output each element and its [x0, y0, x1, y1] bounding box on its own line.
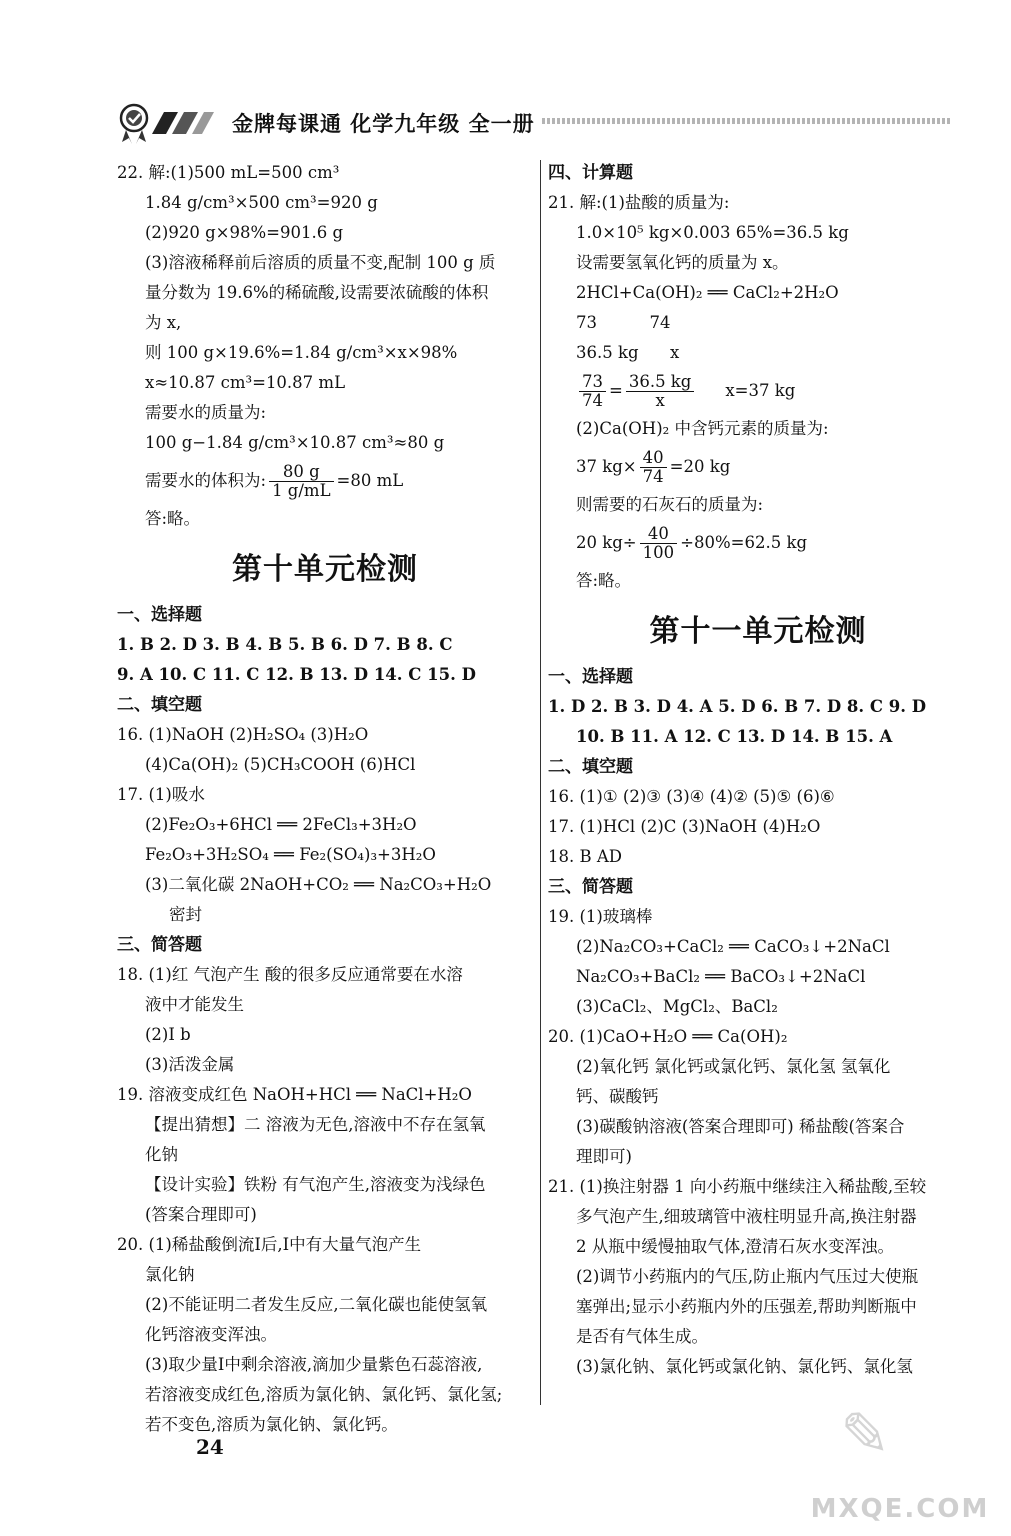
answer-line: x≈10.87 cm³=10.87 mL [145, 373, 346, 392]
fraction: $\frac{80 g}{1 g/mL}$ [269, 463, 333, 500]
answer-line: 18. B AD [548, 847, 623, 866]
answer-line: (4)Ca(OH)₂ (5)CH₃COOH (6)HCl [145, 755, 416, 774]
answer-line: (2)Na₂CO₃+CaCl₂ ══ CaCO₃↓+2NaCl [576, 937, 890, 956]
choice-answers: 9. A 10. C 11. C 12. B 13. D 14. C 15. D [117, 665, 476, 684]
answer-line: 1.84 g/cm³×500 cm³=920 g [145, 193, 378, 212]
answer-line: 21. 解:(1)盐酸的质量为: [548, 193, 730, 212]
answer-line: 21. (1)换注射器 1 向小药瓶中继续注入稀盐酸,至较 [548, 1177, 927, 1196]
answer-line: 则 100 g×19.6%=1.84 g/cm³×x×98% [145, 343, 458, 362]
answer-line: 2 从瓶中缓慢抽取气体,澄清石灰水变浑浊。 [576, 1237, 894, 1256]
watermark [800, 1400, 1000, 1530]
answer-line: 密封 [169, 905, 202, 924]
left-column [117, 158, 533, 1440]
answer-line: (答案合理即可) [145, 1205, 257, 1224]
answer-line: 钙、碳酸钙 [576, 1087, 659, 1106]
answer-line: 19. 溶液变成红色 NaOH+HCl ══ NaCl+H₂O [117, 1085, 472, 1104]
answer-line: 16. (1)① (2)③ (3)④ (4)② (5)⑤ (6)⑥ [548, 787, 835, 806]
answer-line: 73 74 [576, 313, 671, 332]
page-header [112, 100, 952, 144]
answer-line: (3)溶液稀释前后溶质的质量不变,配制 100 g 质 [145, 253, 496, 272]
fraction: $\frac{40}{74}$ [640, 449, 667, 486]
unit10-title: 第十单元检测 [232, 552, 418, 587]
answer-line: 答:略。 [145, 509, 201, 528]
section-heading: 一、选择题 [117, 605, 202, 625]
choice-answers: 1. D 2. B 3. D 4. A 5. D 6. B 7. D 8. C 9. D [548, 697, 927, 716]
answer-line: (2)Ⅰ b [145, 1025, 191, 1044]
answer-line: 22. 解:(1)500 mL=500 cm³ [117, 163, 340, 182]
section-heading: 一、选择题 [548, 667, 633, 687]
answer-line: 18. (1)红 气泡产生 酸的很多反应通常要在水溶 [117, 965, 463, 984]
answer-logo-icon: ✎ [840, 1400, 891, 1470]
right-column [548, 158, 968, 1382]
ratio-line: $\frac{73}{74}$ = $\frac{36.5 kg}{x}$ x=37 kg [548, 368, 968, 414]
answer-line: 量分数为 19.6%的稀硫酸,设需要浓硫酸的体积 [145, 283, 489, 302]
answer-line: 化钠 [145, 1145, 178, 1164]
answer-line: (3)二氧化碳 2NaOH+CO₂ ══ Na₂CO₃+H₂O [145, 875, 492, 894]
answer-line: 17. (1)吸水 [117, 785, 205, 804]
fraction: $\frac{40}{100}$ [640, 525, 678, 562]
answer-line: 是否有气体生成。 [576, 1327, 708, 1346]
answer-line: 为 x, [145, 313, 182, 332]
answer-line: 17. (1)HCl (2)C (3)NaOH (4)H₂O [548, 817, 821, 836]
answer-line: 【设计实验】铁粉 有气泡产生,溶液变为浅绿色 [145, 1175, 486, 1194]
section-heading: 三、简答题 [117, 935, 202, 955]
answer-line: 需要水的质量为: [145, 403, 267, 422]
calcium-mass-line: 37 kg× $\frac{40}{74}$ =20 kg [576, 448, 731, 486]
answer-line: (3)碳酸钠溶液(答案合理即可) 稀盐酸(答案合 [576, 1117, 905, 1136]
answer-line: 【提出猜想】二 溶液为无色,溶液中不存在氢氧 [145, 1115, 486, 1134]
answer-line: (3)氯化钠、氯化钙或氯化钠、氯化钙、氯化氢 [576, 1357, 913, 1376]
choice-answers: 10. B 11. A 12. C 13. D 14. B 15. A [576, 727, 893, 746]
answer-line: (3)活泼金属 [145, 1055, 235, 1074]
fraction: $\frac{36.5 kg}{x}$ [626, 373, 695, 410]
section-heading: 二、填空题 [548, 757, 633, 777]
unit11-title: 第十一单元检测 [649, 614, 867, 649]
section-heading: 二、填空题 [117, 695, 202, 715]
answer-line: 19. (1)玻璃棒 [548, 907, 653, 926]
answer-line: 若溶液变成红色,溶质为氯化钠、氯化钙、氯化氢; [145, 1385, 503, 1404]
answer-line: 36.5 kg x [576, 343, 680, 362]
answer-line: 若不变色,溶质为氯化钠、氯化钙。 [145, 1415, 398, 1434]
fraction: $\frac{73}{74}$ [579, 373, 606, 410]
answer-line: 1.0×10⁵ kg×0.003 65%=36.5 kg [576, 223, 849, 242]
section-heading: 三、简答题 [548, 877, 633, 897]
answer-line: 设需要氢氧化钙的质量为 x。 [576, 253, 789, 272]
answer-line: 氯化钠 [145, 1265, 195, 1284]
watermark-text: MXQE.COM [810, 1494, 990, 1524]
answer-line: 液中才能发生 [145, 995, 244, 1014]
book-title: 金牌每课通 化学九年级 全一册 [232, 112, 535, 136]
water-volume-line: 需要水的体积为: $\frac{80 g}{1 g/mL}$ =80 mL [145, 462, 404, 500]
header-decorative-rule [542, 118, 952, 124]
answer-line: (3)取少量Ⅰ中剩余溶液,滴加少量紫色石蕊溶液, [145, 1355, 483, 1374]
answer-line: 答:略。 [576, 571, 632, 590]
answer-line: (2)调节小药瓶内的气压,防止瓶内气压过大使瓶 [576, 1267, 919, 1286]
answer-line: 100 g−1.84 g/cm³×10.87 cm³≈80 g [145, 433, 445, 452]
answer-line: 2HCl+Ca(OH)₂ ══ CaCl₂+2H₂O [576, 283, 839, 302]
limestone-mass-line: 20 kg÷ $\frac{40}{100}$ ÷80%=62.5 kg [576, 524, 808, 562]
medal-logo-icon [112, 100, 222, 144]
answer-line: 20. (1)稀盐酸倒流Ⅰ后,Ⅰ中有大量气泡产生 [117, 1235, 422, 1254]
answer-line: 塞弹出;显示小药瓶内外的压强差,帮助判断瓶中 [576, 1297, 917, 1316]
answer-line: (2)Fe₂O₃+6HCl ══ 2FeCl₃+3H₂O [145, 815, 417, 834]
answer-line: (2)不能证明二者发生反应,二氧化碳也能使氢氧 [145, 1295, 488, 1314]
answer-line: 16. (1)NaOH (2)H₂SO₄ (3)H₂O [117, 725, 369, 744]
section-heading: 四、计算题 [548, 163, 633, 183]
answer-line: (2)920 g×98%=901.6 g [145, 223, 344, 242]
answer-line: 理即可) [576, 1147, 632, 1166]
answer-line: Na₂CO₃+BaCl₂ ══ BaCO₃↓+2NaCl [576, 967, 866, 986]
answer-line: (2)氧化钙 氯化钙或氯化钙、氯化氢 氢氧化 [576, 1057, 891, 1076]
column-divider [540, 160, 541, 1405]
page-number: 24 [196, 1435, 224, 1459]
choice-answers: 1. B 2. D 3. B 4. B 5. B 6. D 7. B 8. C [117, 635, 453, 654]
answer-line: 化钙溶液变浑浊。 [145, 1325, 277, 1344]
answer-line: (3)CaCl₂、MgCl₂、BaCl₂ [576, 997, 778, 1016]
answer-line: Fe₂O₃+3H₂SO₄ ══ Fe₂(SO₄)₃+3H₂O [145, 845, 436, 864]
answer-line: 则需要的石灰石的质量为: [576, 495, 764, 514]
answer-line: 多气泡产生,细玻璃管中液柱明显升高,换注射器 [576, 1207, 917, 1226]
answer-line: 20. (1)CaO+H₂O ══ Ca(OH)₂ [548, 1027, 788, 1046]
answer-line: (2)Ca(OH)₂ 中含钙元素的质量为: [576, 419, 829, 438]
